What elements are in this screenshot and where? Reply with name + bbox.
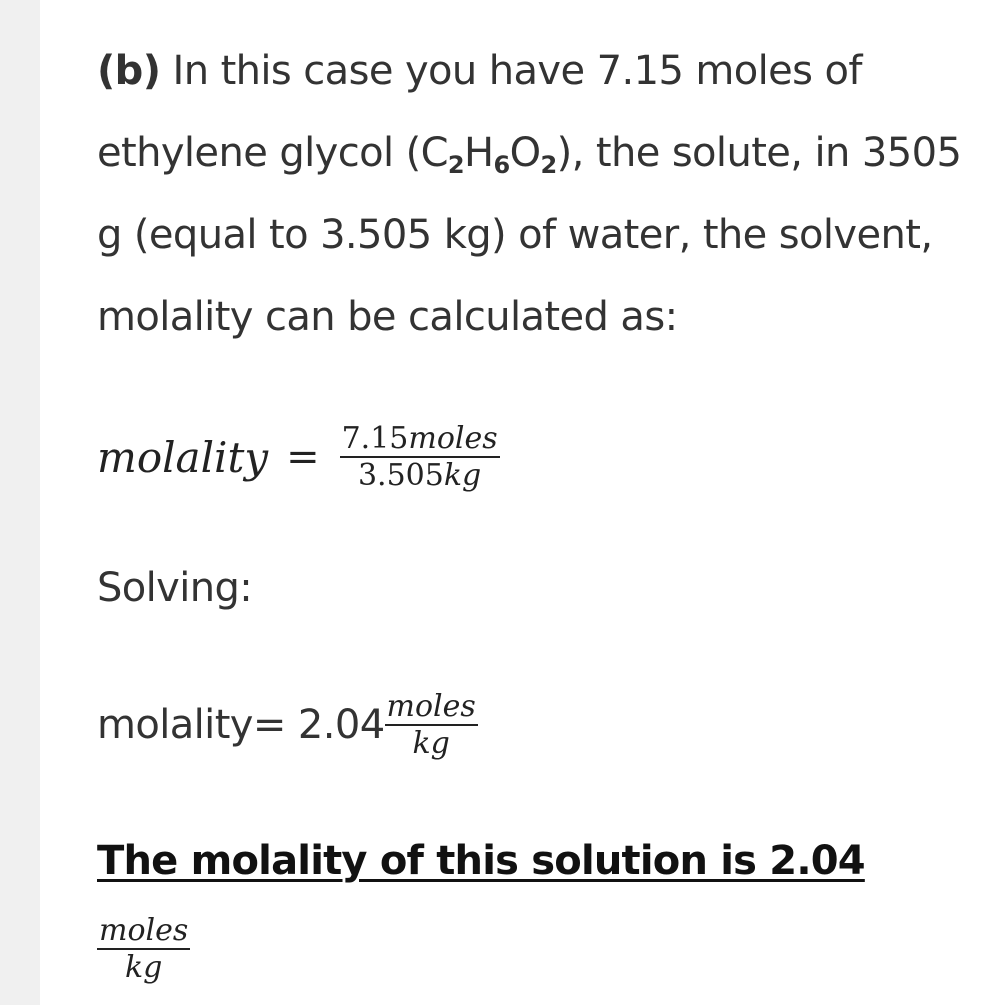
intro-text-2: ), the solute, in 3505 g (equal to 3.505 kg) of water, the solvent, molality can be calculated as: — [97, 130, 962, 340]
answer-unit-numerator: moles — [99, 913, 189, 948]
result-unit-numerator: moles — [386, 689, 476, 724]
part-label: (b) — [97, 48, 161, 94]
answer-unit-fraction — [97, 914, 190, 984]
answer-unit-denominator: kg — [124, 950, 163, 985]
h-symbol: H — [464, 130, 494, 176]
formula-fraction — [340, 422, 500, 492]
result-prefix: molality= 2.04 — [97, 702, 385, 748]
fraction-numerator — [340, 422, 500, 458]
formula-lhs: molality — [97, 432, 269, 482]
subscript-h: 6 — [493, 151, 510, 179]
intro-paragraph — [97, 30, 987, 358]
fraction-denominator — [358, 458, 481, 492]
result-unit-denominator: kg — [412, 726, 450, 761]
molality-formula — [97, 412, 500, 502]
molality-result — [97, 690, 478, 760]
result-unit-fraction — [385, 690, 478, 760]
final-answer: The molality of this solution is 2.04 — [97, 838, 865, 884]
equals-sign: = — [286, 434, 320, 480]
denominator-value: 3.505 — [357, 458, 444, 493]
numerator-value: 7.15 — [341, 421, 409, 456]
final-answer-unit — [97, 914, 190, 984]
intro-text-1: In this case you have 7.15 moles of ethylene glycol (C — [97, 48, 862, 176]
denominator-unit: kg — [443, 458, 482, 493]
left-gutter — [0, 0, 40, 1005]
subscript-o: 2 — [540, 151, 557, 179]
numerator-unit: moles — [408, 421, 498, 456]
subscript-c: 2 — [447, 151, 465, 179]
o-symbol: O — [509, 130, 541, 176]
solving-label: Solving: — [97, 565, 253, 611]
